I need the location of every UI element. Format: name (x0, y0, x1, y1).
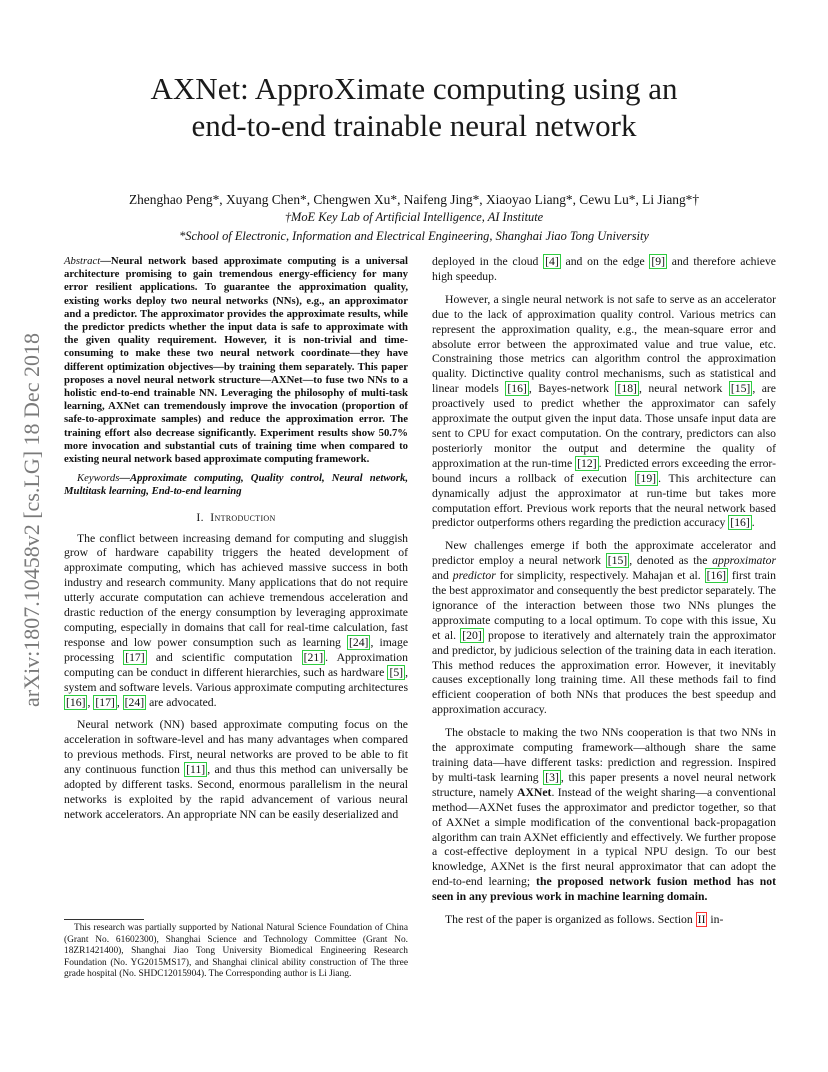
text-run: , (87, 695, 94, 709)
text-run: and therefore achieve high speedup. (432, 255, 776, 283)
citation-link[interactable]: [15] (730, 382, 751, 396)
text-run: , denoted as the (629, 554, 713, 568)
keywords-label: Keywords (77, 472, 120, 485)
intro-paragraph-4 (432, 539, 776, 718)
text-run: The conflict between increasing demand for computing and sluggish grow of hardware capability triggers the heated development of approximate computing, which has achieved massive success in both industry and research community. Many applications that do not require utterly accurate computation can achieve tremendous acceleration and drastic reduction of the energy consumption by leveraging approximate computing, especially in domains that call for real-time calculation, fast response and low power consumption such as learning (64, 531, 408, 649)
text-run: , and thus this method can universally be adopted by different tasks. Second, enormous parallelism in the neural networks is exploited by the rapid advancement of various neural network accelerators. An appropriate NN can be easily deserialized and (64, 763, 409, 821)
text-run: and scientific computation (146, 650, 302, 664)
text-run: New challenges emerge if both the approximate accelerator and predictor employ a neural network (432, 539, 776, 568)
abstract-text: —Neural network based approximate computing is a universal architecture promising to gain tremendous energy-efficiency for many error resilient applications. To guarantee the approximation quality, existing works deploy two neural networks (NNs), e.g., an approximator and a predictor. The approximator provides the approximate results, while the predictor predicts whether the input data is safe to approximate with the given quality requirement. However, it is non-trivial and time-consuming to make these two neural network coordinate—they have different optimization objectives—by training them separately. This paper proposes a novel neural network structure—AXNet—to fuse two NNs to a holistic end-to-end trainable NN. Leveraging the philosophy of multi-task learning, AXNet can tremendously improve the invocation (proportion of safe-to-approximate samples) and reduce the approximation error. The training effort also decrease significantly. Experiment results show 50.7% more invocation and substantial cuts of training time when compared to existing neural network based approximate computing framework. (64, 255, 408, 466)
citation-link[interactable]: [5] (389, 665, 404, 679)
citation-link[interactable]: [18] (617, 382, 637, 396)
arxiv-stamp (12, 285, 52, 755)
text-run: However, a single neural network is not safe to serve as an accelerator due to the lack of approximation quality control. Various metrics can represent the approximation quality, e.g., the mean-square error and absolute error between the approximated value and true value, etc. Constraining those metrics can algorithm control the approximation quality. Dictinctive quality control mechanisms, such as statistical and linear models (432, 292, 776, 396)
text-run: The obstacle to making the two NNs cooperation is that two NNs in the approximate computing framework—although share the same training data—have different tasks: prediction and regression. Inspired by multi-task learning (432, 726, 776, 784)
text-run: . Instead of the weight sharing—a conventional method—AXNet fuses the approximator and predictor together, so that of AXNet a simple modification of the conventional back-propagation algorithm can train AXNet efficiently and effectively. We further propose a cost-effective deployment in a typical NPU design. To our best knowledge, AXNet is the first neural approximator that can adopt the end-to-end learning; (432, 785, 776, 889)
intro-paragraph-6 (432, 913, 776, 928)
citation-link[interactable]: [16] (66, 695, 86, 709)
term-axnet: AXNet (517, 785, 552, 799)
citation-link[interactable]: [16] (507, 382, 527, 396)
text-run: , system and software levels. Various approximate computing architectures (64, 665, 408, 694)
section-heading-introduction (64, 511, 408, 526)
intro-paragraph-5 (432, 726, 776, 905)
text-run: , Bayes-network (528, 382, 616, 396)
title-line-2: end-to-end trainable neural network (191, 108, 637, 143)
text-run: and (432, 569, 453, 583)
citation-link[interactable]: [3] (545, 770, 559, 784)
citation-link[interactable]: [9] (651, 255, 666, 268)
text-run: , neural network (638, 382, 729, 396)
text-run: for simplicity, respectively. Mahajan et al. (495, 569, 705, 583)
section-number: I. (196, 510, 204, 524)
text-run: . Approximation computing can be conduct in different hierarchies, such as hardware (64, 650, 408, 679)
funding-footnote: This research was partially supported by National Natural Science Foundation of China (Grant No. 61602300), Shanghai Science and Technology Committee (Grant No. 18ZR1421400), Shanghai Jiao Tong University Biomedical Engineering Research Foundation (No. YG2015MS17), and Shanghai clinical ability construction of The three grade hospital (No. SHDC12015904). The Corresponding author is Li Jiang. (64, 923, 408, 980)
right-column (432, 255, 776, 928)
text-run: , (116, 695, 123, 709)
term-approximator: approximator (712, 554, 776, 568)
citation-link[interactable]: [4] (545, 255, 559, 268)
citation-link[interactable]: [24] (124, 695, 145, 709)
citation-link[interactable]: [21] (303, 650, 324, 664)
affiliation-1: †MoE Key Lab of Artificial Intelligence, AI Institute (284, 210, 544, 224)
citation-link[interactable]: [16] (706, 569, 727, 583)
author-list: Zhenghao Peng*, Xuyang Chen*, Chengwen Xu*, Naifeng Jing*, Xiaoyao Liang*, Cewu Lu*, Li Jiang*† (128, 192, 700, 207)
text-run: and on the edge (560, 255, 650, 268)
text-run: . Predicted errors exceeding the error-bound incurs a rollback of execution (432, 456, 776, 485)
citation-link[interactable]: [12] (577, 456, 597, 470)
citation-link[interactable]: [17] (125, 650, 145, 664)
text-run: . This architecture can dynamically adjust the approximator at run-time but takes more computation effort. Previous work reports that the neural network based predictor outperforms others regarding the prediction accuracy (432, 471, 776, 530)
text-run: first train the best approximator and consequently the best predictor separately. The ignorance of the interaction between those two NNs plunges the approximate computing to a local optimum. To cope with this issue, Xu et al. (432, 569, 776, 642)
citation-link[interactable]: [16] (730, 516, 750, 530)
text-run: propose to iteratively and alternately train the approximator and predictor, by judicious selection of the training data in each iteration. This method reduces the approximation error. However, it inevitably causes exceptionally long training time. All these methods fail to find efficient cooperation of both NNs that produces the best speedup and approximation accuracy. (432, 628, 777, 717)
abstract (64, 255, 408, 466)
title-line-1: AXNet: ApproXimate computing using an (150, 71, 678, 106)
text-run: , this paper presents a novel neural network structure, namely (432, 770, 777, 799)
footnote-rule (64, 919, 144, 920)
text-run: The rest of the paper is organized as follows. Section (445, 913, 696, 927)
keywords-text: —Approximate computing, Quality control, Neural network, Multitask learning, End-to-end learning (64, 472, 408, 498)
text-run: . (751, 516, 755, 530)
citation-link[interactable]: [20] (462, 628, 482, 642)
affiliation-2: *School of Electronic, Information and Electrical Engineering, Shanghai Jiao Tong University (179, 229, 649, 243)
text-run: , image processing (64, 635, 409, 664)
intro-paragraph-2 (64, 718, 408, 822)
citation-link[interactable]: [17] (95, 695, 115, 709)
text-run: deployed in the cloud (432, 255, 544, 268)
section-title: Introduction (210, 510, 276, 524)
citation-link[interactable]: [24] (348, 635, 369, 649)
citation-link[interactable]: [11] (186, 763, 206, 777)
citation-link[interactable]: [19] (636, 471, 657, 485)
intro-paragraph-3 (432, 293, 776, 532)
text-run: , are proactively used to predict whether the approximator can safely approximate the output given the input data. Those unsafe input data are sent to CPU for exact computation. On the contrary, predictors can also posteriorly monitor the output and determine the quality of approximation at the run-time (432, 382, 776, 470)
citation-link[interactable]: [15] (607, 554, 628, 568)
paper-title (60, 70, 768, 144)
contribution-claim: the proposed network fusion method has not seen in any previous work in machine learning domain. (432, 875, 776, 904)
intro-paragraph-1 (64, 532, 408, 711)
abstract-label: Abstract (64, 255, 101, 267)
intro-paragraph-2-continued (432, 255, 776, 285)
text-run: are advocated. (146, 695, 217, 709)
text-run: Neural network (NN) based approximate computing focus on the acceleration in software-level and has many advantages when compared to previous methods. First, neural networks are proved to be able to fit any continuous function (64, 718, 408, 777)
section-ref-link[interactable]: II (697, 913, 706, 927)
term-predictor: predictor (452, 569, 496, 583)
keywords (64, 472, 408, 498)
left-column (64, 255, 408, 823)
arxiv-stamp-text: arXiv:1807.10458v2 [cs.LG] 18 Dec 2018 (19, 333, 44, 707)
text-run: in- (707, 913, 724, 927)
